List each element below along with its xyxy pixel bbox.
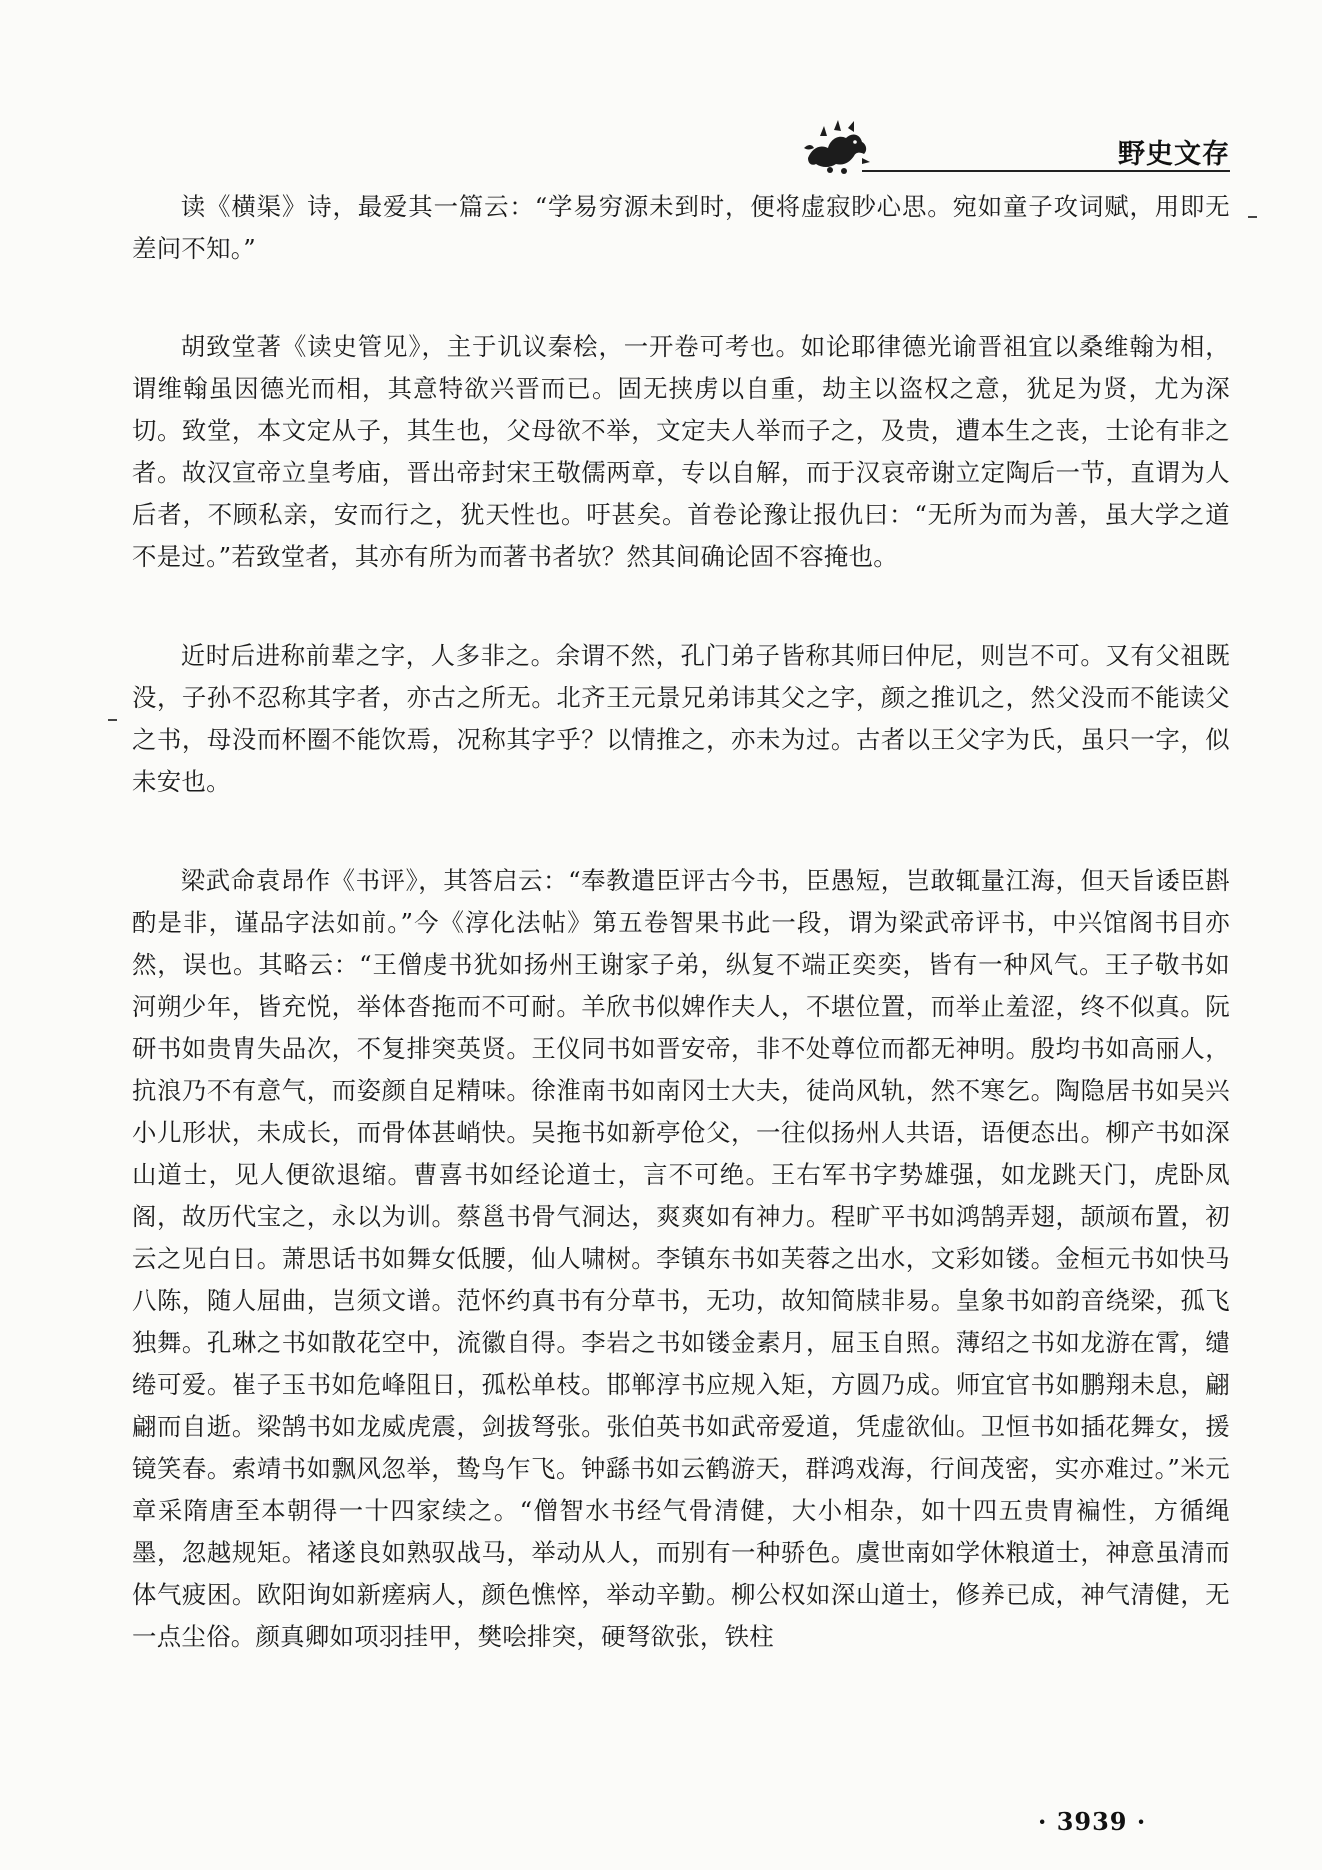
body-text [132, 186, 1230, 1715]
running-header [800, 118, 1230, 178]
paragraph-1: 读《横渠》诗，最爱其一篇云：“学易穷源未到时，便将虚寂眇心思。宛如童子攻词赋，用即无差问不知。” [132, 192, 1230, 263]
margin-mark [1248, 216, 1257, 218]
paragraph-2: 胡致堂著《读史管见》，主于讥议秦桧，一开卷可考也。如论耶律德光谕晋祖宜以桑维翰为相，谓维翰虽因德光而相，其意特欲兴晋而已。固无挟虏以自重，劫主以盗权之意，犹足为贤，尤为深切。致堂，本文定从子，其生也，父母欲不举，文定夫人举而子之，及贵，遭本生之丧，士论有非之者。故汉宣帝立皇考庙，晋出帝封宋王敬儒两章，专以自解，而于汉哀帝谢立定陶后一节，直谓为人后者，不顾私亲，安而行之，犹天性也。吁甚矣。首卷论豫让报仇曰：“无所为而为善，虽大学之道不是过。”若致堂者，其亦有所为而著书者欤？然其间确论固不容掩也。 [132, 332, 1230, 571]
header-title: 野史文存 [1118, 139, 1230, 170]
page-number: · 3939 · [1038, 1807, 1147, 1836]
paragraph-3: 近时后进称前辈之字，人多非之。余谓不然，孔门弟子皆称其师曰仲尼，则岂不可。又有父祖既没，子孙不忍称其字者，亦古之所无。北齐王元景兄弟讳其父之字，颜之推讥之，然父没而不能读父之书，母没而杯圈不能饮焉，况称其字乎？以情推之，亦未为过。古者以王父字为氏，虽只一字，似未安也。 [132, 641, 1230, 796]
dragon-ornament-icon [800, 118, 872, 176]
margin-mark [108, 719, 117, 721]
paragraph-4: 梁武命袁昂作《书评》，其答启云：“奉教遣臣评古今书，臣愚短，岂敢辄量江海，但天旨诿臣斟酌是非，谨品字法如前。”今《淳化法帖》第五卷智果书此一段，谓为梁武帝评书，中兴馆阁书目亦然，误也。其略云：“王僧虔书犹如扬州王谢家子弟，纵复不端正奕奕，皆有一种风气。王子敬书如河朔少年，皆充悦，举体沓拖而不可耐。羊欣书似婢作夫人，不堪位置，而举止羞涩，终不似真。阮研书如贵胄失品次，不复排突英贤。王仪同书如晋安帝，非不处尊位而都无神明。殷均书如高丽人，抗浪乃不有意气，而姿颜自足精味。徐淮南书如南冈士大夫，徒尚风轨，然不寒乞。陶隐居书如吴兴小儿形状，未成长，而骨体甚峭快。吴拖书如新亭伧父，一往似扬州人共语，语便态出。柳产书如深山道士，见人便欲退缩。曹喜书如经论道士，言不可绝。王右军书字势雄强，如龙跳天门，虎卧凤阁，故历代宝之，永以为训。蔡邕书骨气洞达，爽爽如有神力。程旷平书如鸿鹄弄翅，颉颃布置，初云之见白日。萧思话书如舞女低腰，仙人啸树。李镇东书如芙蓉之出水，文彩如镂。金桓元书如快马八陈，随人屈曲，岂须文谱。范怀约真书有分草书，无功，故知简牍非易。皇象书如韵音绕梁，孤飞独舞。孔琳之书如散花空中，流徽自得。李岩之书如镂金素月，屈玉自照。薄绍之书如龙游在霄，缱绻可爱。崔子玉书如危峰阻日，孤松单枝。邯郸淳书应规入矩，方圆乃成。师宜官书如鹏翔未息，翩翩而自逝。梁鹄书如龙威虎震，剑拔弩张。张伯英书如武帝爱道，凭虚欲仙。卫恒书如插花舞女，援镜笑春。索靖书如飘风忽举，鸷鸟乍飞。钟繇书如云鹤游天，群鸿戏海，行间茂密，实亦难过。”米元章采隋唐至本朝得一十四家续之。“僧智水书经气骨清健，大小相杂，如十四五贵胄褊性，方循绳墨，忽越规矩。褚遂良如熟驭战马，举动从人，而别有一种骄色。虞世南如学休粮道士，神意虽清而体气疲困。欧阳询如新瘥病人，颜色憔悴，举动辛勤。柳公权如深山道士，修养已成，神气清健，无一点尘俗。颜真卿如项羽挂甲，樊哙排突，硬弩欲张，铁柱 [132, 866, 1230, 1651]
